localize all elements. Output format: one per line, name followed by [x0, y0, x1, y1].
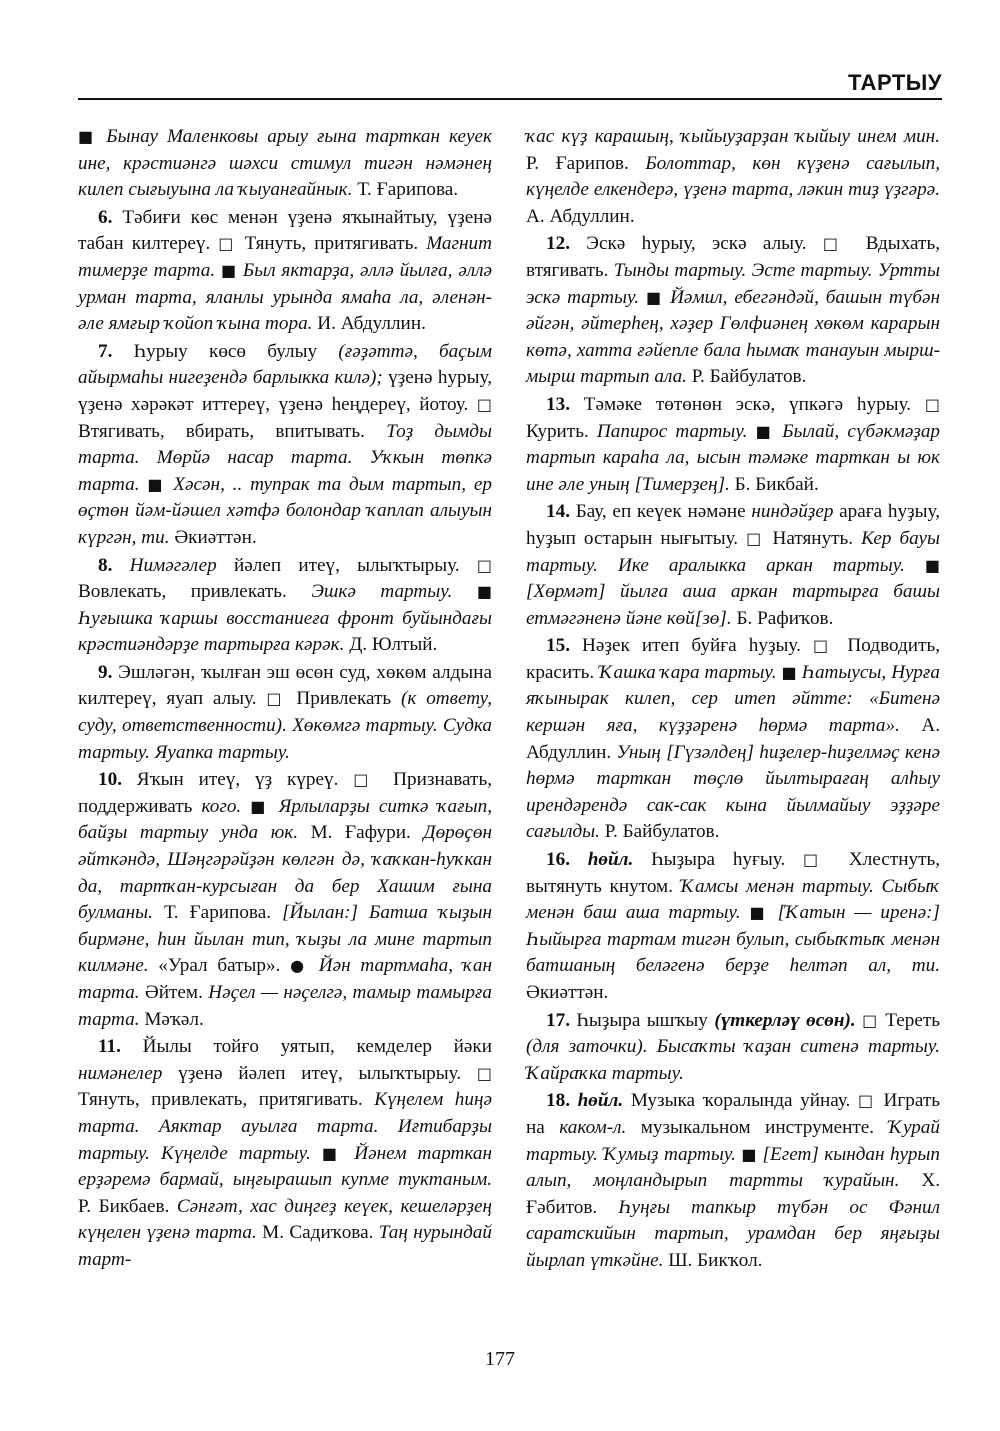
entry-paragraph: ■ Бынау Маленковы арыу ғына тарткан кеуек ине, крәстиәнгә шәхси стимул тигән нәмәнең килеп сығыуына ла ҡыуанғайнык. Т. Ғарипова.	[78, 126, 492, 201]
entry-paragraph: 16. һөйл. Һыҙыра һуғыу. □ Хлестнуть, вытянуть кнутом. Ҡамсы менән тартыу. Сыбыҡ менән баш аша тартыу. ■ [Ҡатын — иренә:] Һыйырға тартам тигән булып, сыбыҡтыҡ менән батшаның беләгенә берҙе һелтәп ал, ти. Әкиәттән.	[526, 849, 941, 1003]
running-head	[78, 64, 942, 100]
entry-paragraph: 9. Эшләгән, ҡылған эш өсөн суд, хөкөм алдына килтереү, яуап алыу. □ Привлекать (к ответу, суду, ответственности). Хөкөмгә тартыу. Судка тартыу. Яуапка тартыу.	[78, 661, 492, 763]
entry-paragraph: ҡас күҙ карашың, ҡыйыуҙарҙан ҡыйыу инем мин. Р. Ғарипов. Болоттар, көн күҙенә сағылып, күңелде елкендерә, үҙенә тарта, ләкин тиҙ үҙгәрә. А. Абдуллин.	[526, 126, 940, 227]
entry-paragraph: 15. Нәҙек итеп буйға һуҙыу. □ Подводить, красить. Ҡашка ҡара тартыу. ■ Һатыусы, Нурға яҡынырак килеп, сер итеп әйтте: «Битенә кершән яға, күҙҙәренә һөрмә тарта». А. Абдуллин. Уның [Гүзәлдең] һиҙелер-һиҙелмәҫ кенә һөрмә тарткан төҫлө йылтырағаң алһыу ирендәрендә сак-сак кына йылмайыу эҙҙәре сағылды. Р. Байбулатов.	[526, 635, 941, 843]
entry-paragraph: 13. Тәмәке төтөнөн эскә, үпкәгә һурыу. □ Курить. Папирос тартыу. ■ Былай, сүбәкмәҙар тартып караһа ла, ысын тәмәке тарткан ы юк ине әле уның [Тимерҙең]. Б. Бикбай.	[526, 393, 941, 495]
page-number: 177	[485, 1348, 515, 1370]
entry-paragraph: 12. Эскә һурыу, эскә алыу. □ Вдыхать, втягивать. Тынды тартыу. Эсте тартыу. Уртты эскә тартыу. ■ Йәмил, ебегәндәй, башын түбән әйгән, әйтерһең, хәҙер Гөлфиәнең хөкөм карарын көтә, хатта ғәйепле бала һымаҡ танауын мырш-мырш тартып ала. Р. Байбулатов.	[526, 233, 941, 388]
entry-paragraph: 14. Бау, еп кеүек нәмәне ниндәйҙер араға һуҙыу, һуҙып остарын нығытыу. □ Натянуть. Кер бауы тартыу. Ике аралыкка аркан тартыу. ■ [Хөрмәт] йылға аша аркан тартырға башы етмәгәненә йәне көй[зө]. Б. Рафиҡов.	[526, 501, 941, 629]
entry-paragraph: 17. Һыҙыра ышҡыу (үткерләү өсөн). □ Тереть (для заточки). Бысаҡты ҡаҙан ситенә тартыу. Ҡайраҡка тартыу.	[526, 1009, 940, 1084]
entry-paragraph: 8. Нимәгәлер йәлеп итеү, ылыҡтырыу. □ Вовлекать, привлекать. Эшкә тартыу. ■ Һуғышка ҡаршы восстаниеға фронт буйындағы крәстиәндәрҙе тартырға кәрәк. Д. Юлтый.	[78, 554, 492, 656]
entry-paragraph: 7. Һурыу көсө булыу (ғәҙәттә, баҫым айырмаһы нигеҙендә барлыкка килә); үҙенә һурыу, үҙенә хәрәкәт иттереү, үҙенә һеңдереү, йотоу. □ Втягивать, вбирать, впитывать. Тоҙ дымды тарта. Мөрйә насар тарта. Уҡкын төпкә тарта. ■ Хәсән, .. тупрак та дым тартып, ер өҫтөн йәм-йәшел хәтфә болондар ҡаплап алыуын күргән, ти. Әкиәттән.	[78, 340, 492, 548]
headword-title: ТАРТЫУ	[848, 70, 942, 95]
entry-paragraph: 11. Йылы тойғо уятып, кемделер йәки нимәнелер үҙенә йәлеп итеү, ылыҡтырыу. □ Тянуть, привлекать, притягивать. Күңелем һиңә тарта. Аяктар ауылға тарта. Иғтибарҙы тартыу. Күңелде тартыу. ■ Йәнем тарткан ерҙәремә бармай, ыңғырашып купме туктаным. Р. Бикбаев. Сәнғәт, хас диңгеҙ кеүек, кешеләрҙең күңелен үҙенә тарта. М. Садиҡова. Таң нурындай тарт-	[78, 1036, 493, 1270]
entry-paragraph: 18. һөйл. Музыка ҡоралында уйнау. □ Играть на каком-л. музыкальном инструменте. Ҡурай тартыу. Ҡумыҙ тартыу. ■ [Егет] кындан һурып алып, моңландырып тартты ҡурайын. Х. Ғәбитов. Һуңғы тапкыр түбән ос Фәнил саратскийын тартып, урамдан бер яңғыҙы йырлап үткәйне. Ш. Бикҡол.	[526, 1090, 941, 1271]
entry-paragraph: 10. Яҡын итеү, үҙ күреү. □ Признавать, поддерживать кого. ■ Ярлыларҙы ситкә ҡағып, байҙы тартыу унда юк. М. Ғафури. Дөрөҫөн әйткәндә, Шәңгәрәйҙән көлгән дә, ҡаҡкан-һуҡкан да, тартҡан-курсыған да бер Хашим ғына булманы. Т. Ғарипова. [Йылан:] Батша ҡыҙын бирмәне, һин йылан тип, ҡыҙы ла мине тартып килмәне. «Урал батыр». ● Йән тартмаһа, ҡан тарта. Әйтем. Нәҫел — нәҫелгә, тамыр тамырға тарта. Мәҡәл.	[78, 769, 493, 1030]
entry-paragraph: 6. Тәбиғи көс менән үҙенә яҡынайтыу, үҙенә табан килтереү. □ Тянуть, притягивать. Магнит тимерҙе тарта. ■ Был яктарҙа, әллә йылға, әллә урман тарта, яланлы урында ямаһа ла, әленән-әле ямғыр ҡойоп ҡына тора. И. Абдуллин.	[78, 206, 492, 335]
left-column	[78, 124, 492, 1275]
right-column	[526, 124, 940, 1276]
